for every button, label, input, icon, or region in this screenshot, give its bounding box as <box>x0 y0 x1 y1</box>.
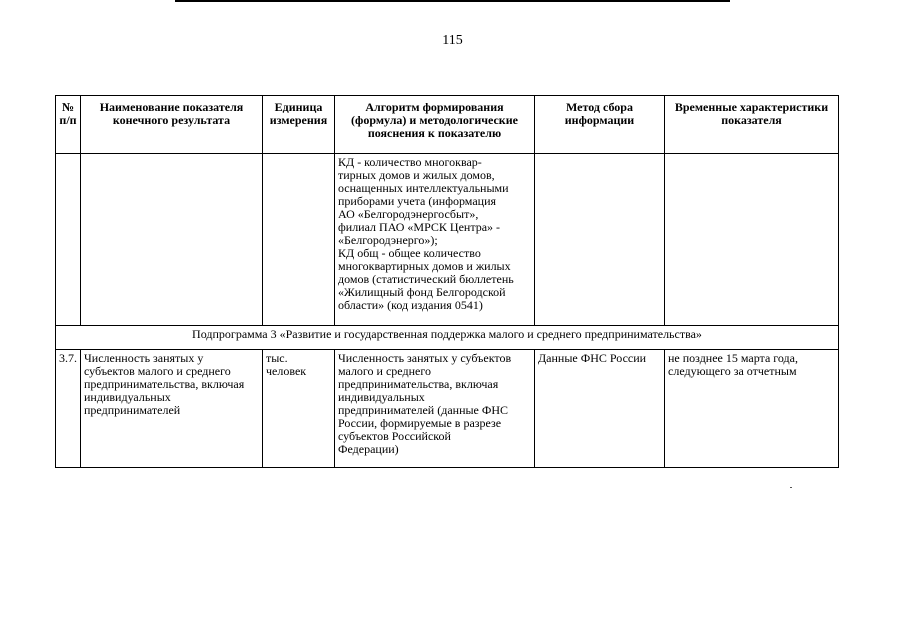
row-name-cell <box>81 350 263 468</box>
row-name-line: предпринимательства, включая <box>84 377 245 391</box>
cont-algo-line: многоквартирных домов и жилых <box>338 259 511 273</box>
header-num: № п/п <box>56 96 81 154</box>
table-row-3-7 <box>56 350 839 468</box>
cont-method-cell <box>535 154 665 326</box>
cont-algo-line: АО «Белгородэнергосбыт», <box>338 207 479 221</box>
cont-unit-cell <box>263 154 335 326</box>
cont-algorithm-cell <box>335 154 535 326</box>
row-name-line: предпринимателей <box>84 403 181 417</box>
header-unit: Единица измерения <box>263 96 335 154</box>
row-algo-line: Федерации) <box>338 442 399 456</box>
cont-algo-line: «Жилищный фонд Белгородской <box>338 285 506 299</box>
cont-timing-cell <box>665 154 839 326</box>
row-unit-line: человек <box>266 364 307 378</box>
header-name: Наименование показателя конечного результата <box>81 96 263 154</box>
row-method-cell: Данные ФНС России <box>535 350 665 468</box>
row-name-line: субъектов малого и среднего <box>84 364 231 378</box>
row-unit-line: тыс. <box>266 351 288 365</box>
row-timing-line: следующего за отчетным <box>668 364 797 378</box>
cont-algo-line: КД - количество многоквар- <box>338 155 482 169</box>
row-name-line: Численность занятых у <box>84 351 204 365</box>
row-algo-line: малого и среднего <box>338 364 431 378</box>
row-algo-line: России, формируемые в разрезе <box>338 416 502 430</box>
cont-algo-line: тирных домов и жилых домов, <box>338 168 495 182</box>
cont-algo-line: домов (статистический бюллетень <box>338 272 514 286</box>
cont-algo-line: КД общ - общее количество <box>338 246 481 260</box>
row-timing-line: не позднее 15 марта года, <box>668 351 798 365</box>
row-algorithm-cell <box>335 350 535 468</box>
indicators-table <box>55 95 839 468</box>
cont-num-cell <box>56 154 81 326</box>
row-algo-line: предпринимательства, включая <box>338 377 499 391</box>
row-num: 3.7. <box>56 350 81 468</box>
row-unit-cell <box>263 350 335 468</box>
subprogram-title: Подпрограмма 3 «Развитие и государственная поддержка малого и среднего предпринимательства» <box>56 326 839 350</box>
top-rule <box>175 0 730 2</box>
page-number: 115 <box>442 33 463 48</box>
cont-algo-line: филиал ПАО «МРСК Центра» - <box>338 220 501 234</box>
row-timing-cell <box>665 350 839 468</box>
row-algo-line: предпринимателей (данные ФНС <box>338 403 509 417</box>
scan-speck <box>790 487 792 488</box>
row-algo-line: Численность занятых у субъектов <box>338 351 512 365</box>
row-name-line: индивидуальных <box>84 390 171 404</box>
header-method: Метод сбора информации <box>535 96 665 154</box>
cont-name-cell <box>81 154 263 326</box>
subprogram-row <box>56 326 839 350</box>
header-row <box>56 96 839 154</box>
row-algo-line: индивидуальных <box>338 390 425 404</box>
cont-algo-line: оснащенных интеллектуальными <box>338 181 509 195</box>
row-algo-line: субъектов Российской <box>338 429 451 443</box>
cont-algo-line: «Белгородэнерго»); <box>338 233 438 247</box>
cont-algo-line: приборами учета (информация <box>338 194 497 208</box>
header-algorithm: Алгоритм формирования (формула) и методологические пояснения к показателю <box>335 96 535 154</box>
cont-algo-line: области» (код издания 0541) <box>338 298 483 312</box>
header-timing: Временные характеристики показателя <box>665 96 839 154</box>
continuation-row <box>56 154 839 326</box>
